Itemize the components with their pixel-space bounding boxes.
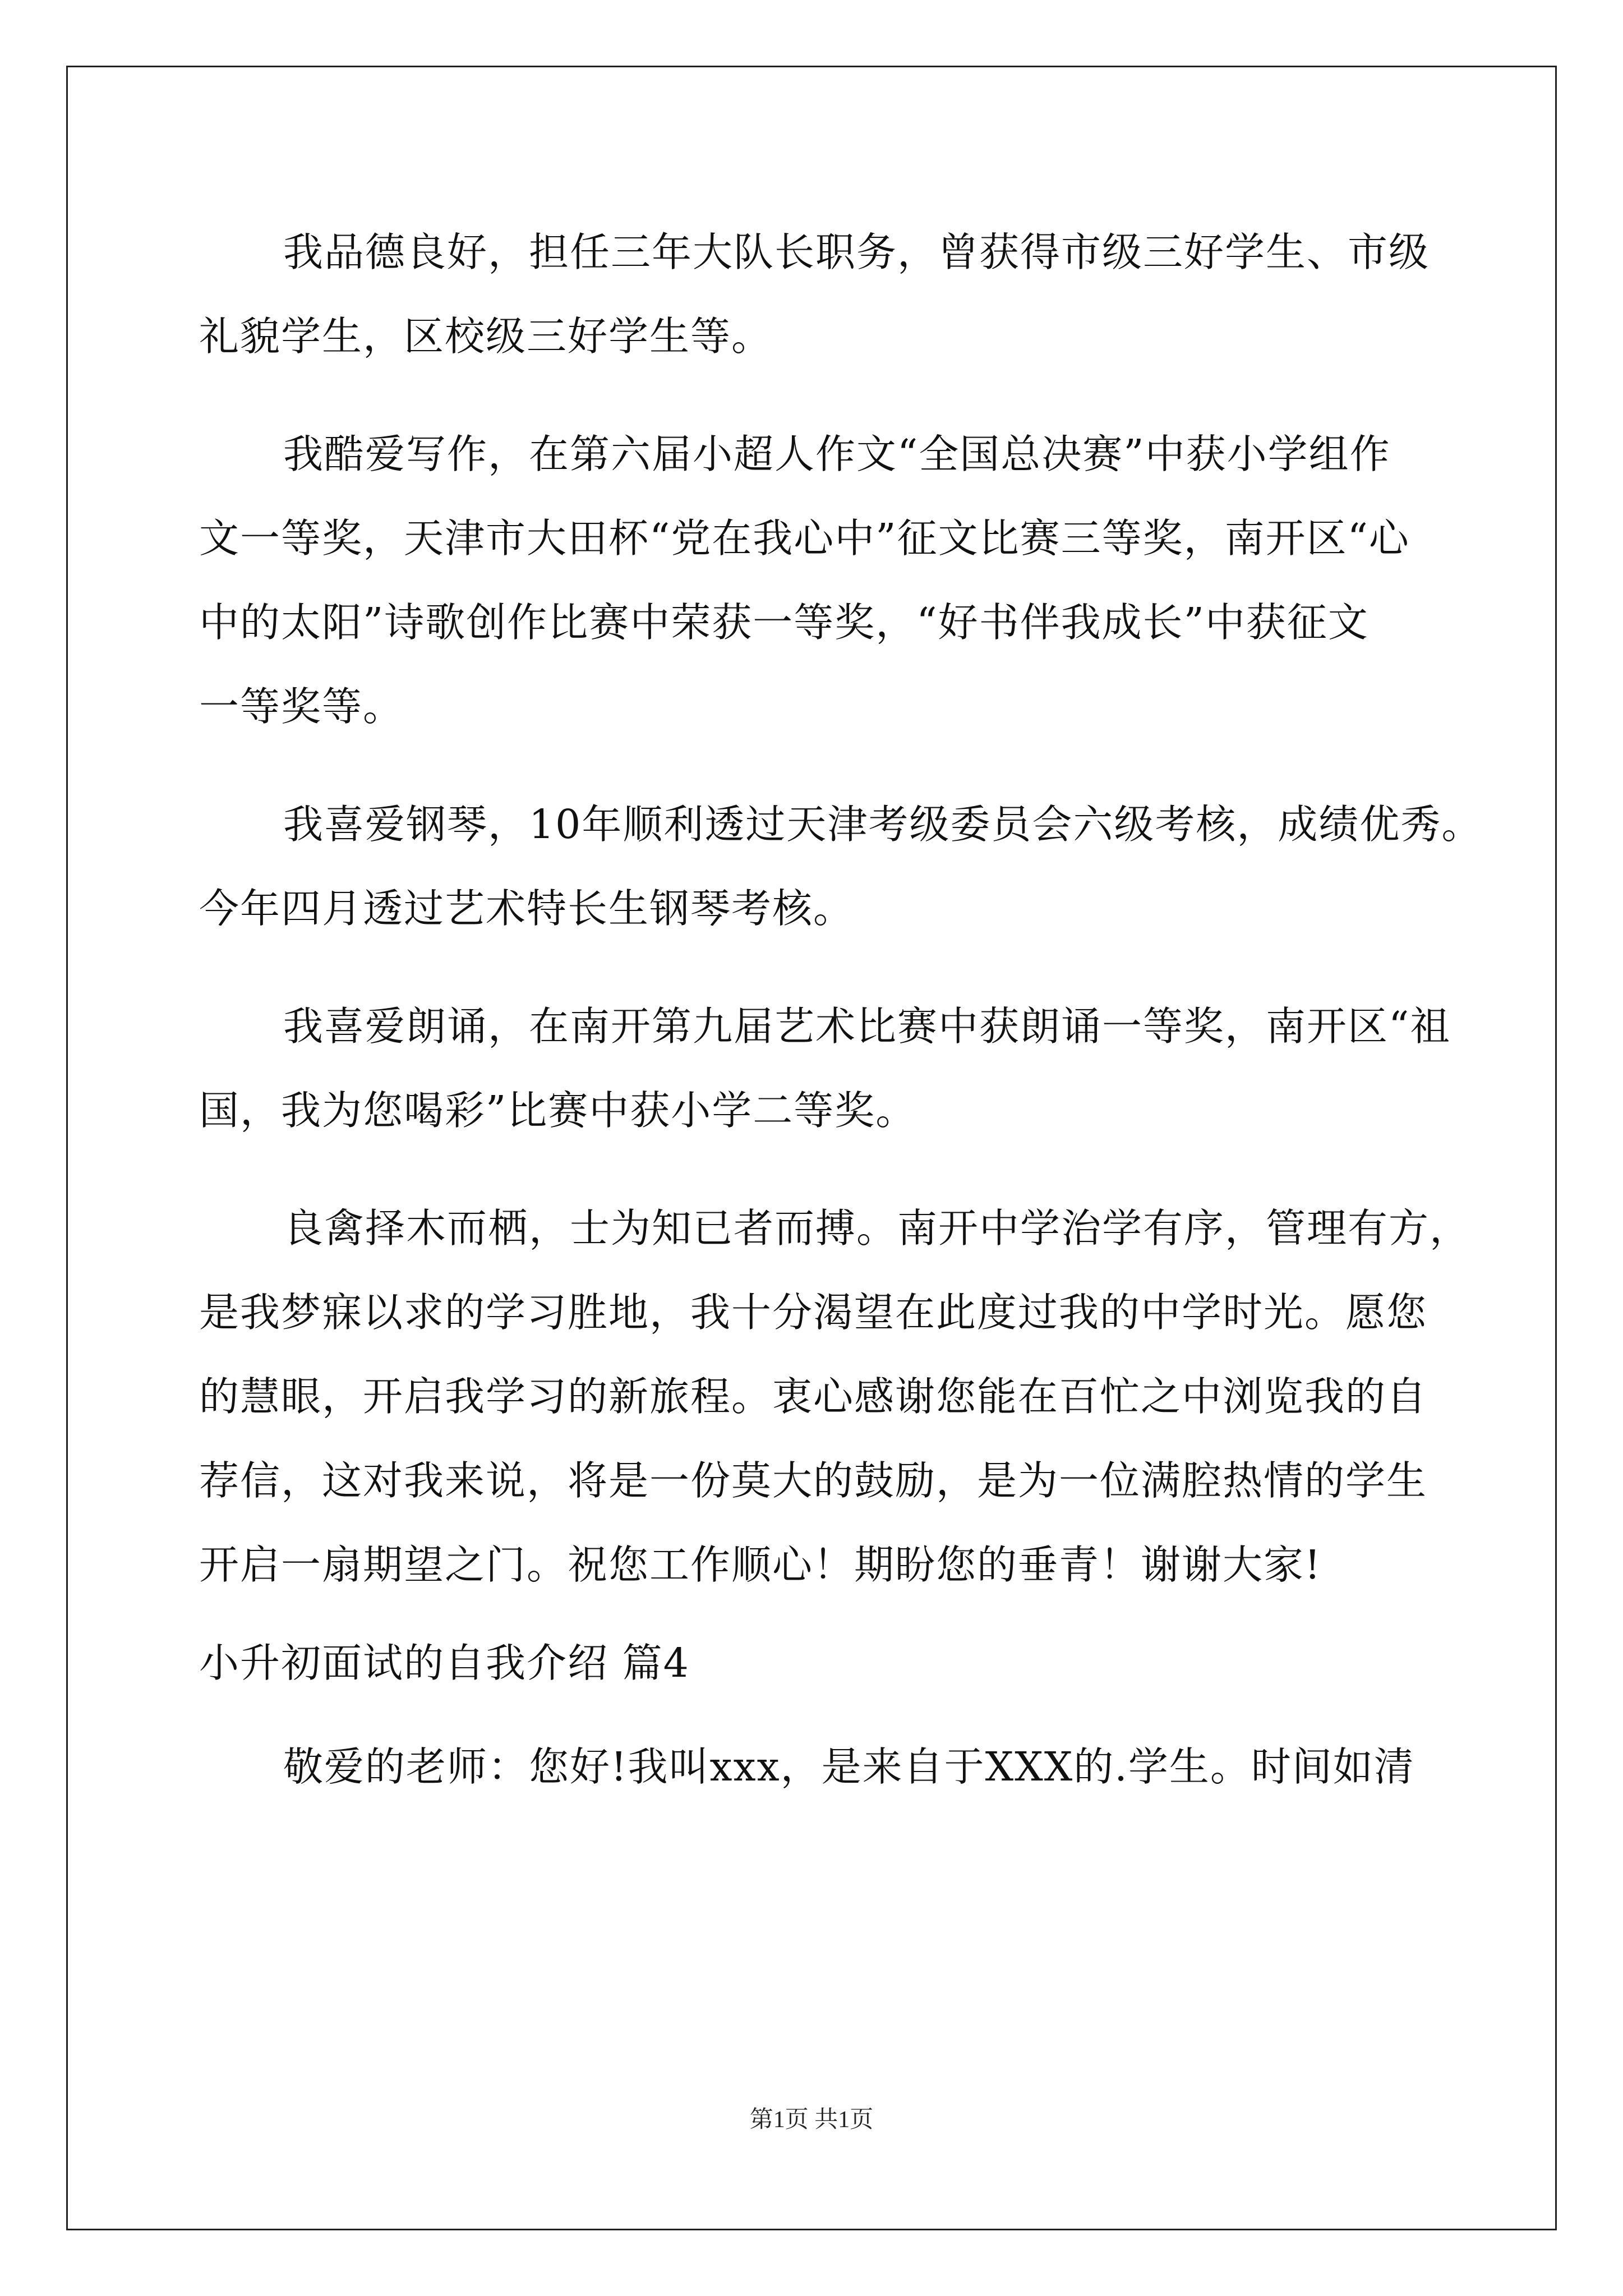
paragraph-line: 是我梦寐以求的学习胜地，我十分渴望在此度过我的中学时光。愿您	[199, 1289, 1428, 1336]
paragraph-line: 开启一扇期望之门。祝您工作顺心！期盼您的垂青！谢谢大家!	[199, 1542, 1322, 1588]
paragraph-line: 我喜爱钢琴，10年顺利透过天津考级委员会六级考核，成绩优秀。	[283, 801, 1483, 848]
paragraph-line: 文一等奖，天津市大田杯“党在我心中”征文比赛三等奖，南开区“心	[199, 515, 1410, 562]
paragraph-line: 礼貌学生，区校级三好学生等。	[199, 313, 773, 360]
paragraph-line: 今年四月透过艺术特长生钢琴考核。	[199, 885, 855, 932]
paragraph-line: 我喜爱朗诵，在南开第九届艺术比赛中获朗诵一等奖，南开区“祖	[283, 1003, 1451, 1050]
paragraph-line: 良禽择木而栖，士为知已者而搏。南开中学治学有序，管理有方，	[283, 1205, 1471, 1251]
paragraph-line: 中的太阳”诗歌创作比赛中荣获一等奖，“好书伴我成长”中获征文	[199, 599, 1369, 646]
paragraph-line: 荐信，这对我来说，将是一份莫大的鼓励，是为一位满腔热情的学生	[199, 1457, 1428, 1504]
paragraph-line: 国，我为您喝彩”比赛中获小学二等奖。	[199, 1087, 917, 1134]
paragraph-line: 的慧眼，开启我学习的新旅程。衷心感谢您能在百忙之中浏览我的自	[199, 1373, 1428, 1420]
paragraph-line: 我酷爱写作，在第六届小超人作文“全国总决赛”中获小学组作	[283, 431, 1391, 477]
section-heading: 小升初面试的自我介绍 篇4	[199, 1640, 690, 1686]
page-border	[66, 66, 1557, 2230]
paragraph-line: 敬爱的老师：您好!我叫xxx，是来自于XXX的.学生。时间如清	[283, 1743, 1415, 1790]
page-footer: 第1页 共1页	[749, 2107, 874, 2133]
paragraph-line: 一等奖等。	[199, 683, 404, 730]
paragraph-line: 我品德良好，担任三年大队长职务，曾获得市级三好学生、市级	[283, 229, 1430, 275]
